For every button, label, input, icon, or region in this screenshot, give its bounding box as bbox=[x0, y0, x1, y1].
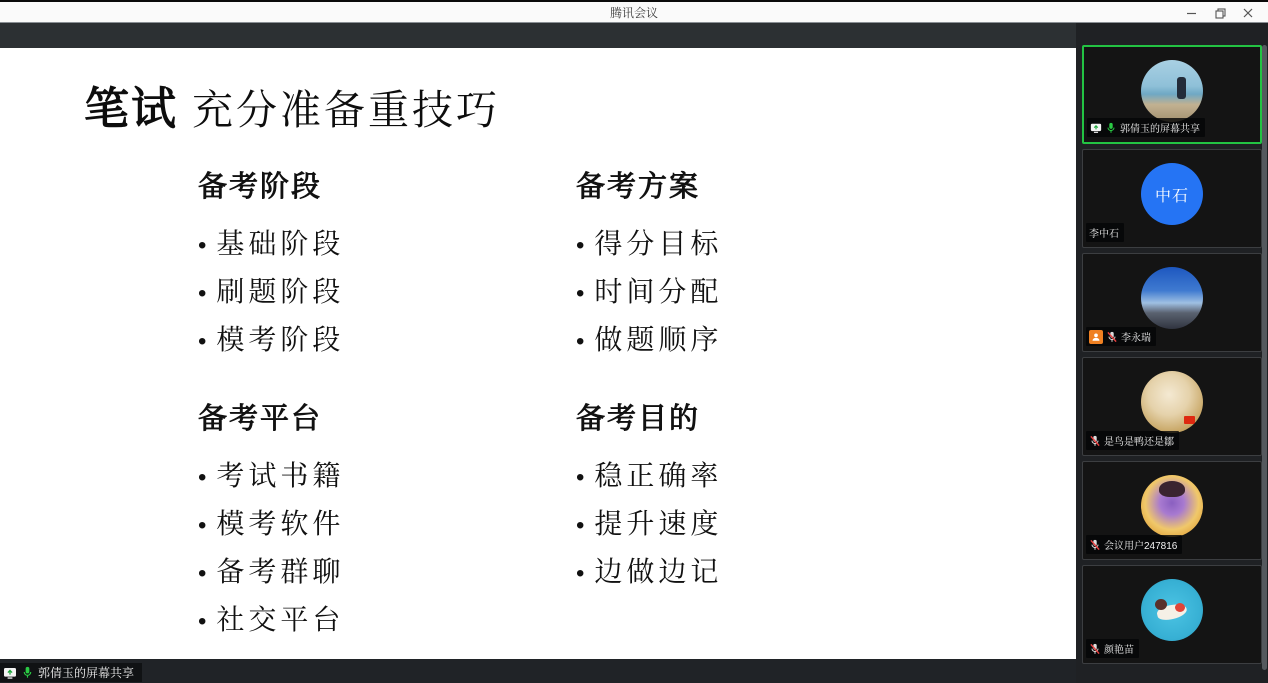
participant-name: 会议用户247816 bbox=[1104, 541, 1178, 552]
bullet-text: 边做边记 bbox=[594, 556, 723, 587]
bullet-item bbox=[198, 597, 344, 645]
bullet-marker: • bbox=[576, 464, 585, 491]
microphone-muted-icon bbox=[1089, 643, 1101, 655]
avatar: 中石 bbox=[1141, 163, 1203, 225]
section-header: 备考平台 bbox=[198, 403, 323, 435]
sidebar-scrollbar[interactable] bbox=[1262, 45, 1267, 670]
member-badge-icon bbox=[1089, 330, 1103, 344]
bullet-marker: • bbox=[198, 512, 207, 539]
restore-button[interactable] bbox=[1206, 4, 1234, 22]
bullet-marker: • bbox=[198, 608, 207, 635]
participant-name-tag bbox=[1086, 223, 1124, 242]
scrollbar-thumb[interactable] bbox=[1262, 45, 1267, 670]
close-icon bbox=[1243, 8, 1253, 18]
bullet-text: 得分目标 bbox=[594, 228, 723, 259]
slide-section-goals bbox=[576, 396, 722, 597]
screen-share-banner-label: 郭倩玉的屏幕共享 bbox=[38, 666, 135, 680]
minimize-button[interactable] bbox=[1178, 4, 1206, 22]
avatar bbox=[1141, 267, 1203, 329]
avatar bbox=[1141, 60, 1203, 122]
bullet-marker: • bbox=[576, 280, 585, 307]
bullet-item bbox=[576, 453, 722, 501]
section-header: 备考方案 bbox=[576, 171, 701, 203]
participant-name-tag bbox=[1087, 118, 1205, 137]
shared-screen-top-strip bbox=[0, 23, 1076, 48]
participant-tile-yanyanmiao[interactable] bbox=[1082, 565, 1262, 664]
participant-tile-lizhongshi[interactable] bbox=[1082, 149, 1262, 248]
microphone-on-icon bbox=[1105, 122, 1117, 134]
bullet-item bbox=[576, 269, 722, 317]
bullet-text: 备考群聊 bbox=[216, 556, 345, 587]
minimize-icon bbox=[1187, 8, 1197, 18]
bullet-item bbox=[198, 269, 344, 317]
avatar bbox=[1141, 475, 1203, 537]
participant-name-tag bbox=[1086, 535, 1182, 554]
bullet-marker: • bbox=[576, 560, 585, 587]
microphone-muted-icon bbox=[1106, 331, 1118, 343]
bullet-item bbox=[576, 501, 722, 549]
participant-name-tag bbox=[1086, 327, 1156, 346]
shared-screen-view bbox=[0, 23, 1076, 683]
microphone-muted-icon bbox=[1089, 435, 1101, 447]
bullet-text: 提升速度 bbox=[594, 508, 723, 539]
presentation-slide bbox=[0, 48, 1076, 659]
participant-name: 李永瑞 bbox=[1121, 333, 1151, 344]
avatar bbox=[1141, 579, 1203, 641]
participants-sidebar bbox=[1076, 23, 1268, 683]
slide-section-stages bbox=[198, 164, 344, 365]
bullet-item bbox=[198, 317, 344, 365]
screen-share-icon bbox=[3, 666, 17, 680]
bullet-text: 模考软件 bbox=[216, 508, 345, 539]
screen-share-banner bbox=[0, 663, 142, 682]
bullet-text: 考试书籍 bbox=[216, 460, 345, 491]
bullet-text: 刷题阶段 bbox=[216, 276, 345, 307]
bullet-item bbox=[576, 317, 722, 365]
bullet-item bbox=[198, 501, 344, 549]
bullet-marker: • bbox=[576, 512, 585, 539]
bullet-text: 模考阶段 bbox=[216, 324, 345, 355]
bullet-marker: • bbox=[198, 328, 207, 355]
window-controls bbox=[1178, 4, 1262, 22]
bullet-marker: • bbox=[576, 232, 585, 259]
slide-section-plan bbox=[576, 164, 722, 365]
bullet-item bbox=[198, 549, 344, 597]
participant-name: 颜艳苗 bbox=[1104, 645, 1134, 656]
participant-tile-meetinguser[interactable] bbox=[1082, 461, 1262, 560]
slide-title-text: 充分准备重技巧 bbox=[192, 87, 501, 133]
microphone-on-icon bbox=[21, 666, 34, 679]
bullet-text: 稳正确率 bbox=[594, 460, 723, 491]
participant-name-tag bbox=[1086, 431, 1179, 450]
shared-screen-bottom-strip bbox=[0, 659, 1076, 683]
bullet-text: 社交平台 bbox=[216, 604, 345, 635]
bullet-item bbox=[198, 221, 344, 269]
bullet-marker: • bbox=[576, 328, 585, 355]
microphone-muted-icon bbox=[1089, 539, 1101, 551]
bullet-text: 时间分配 bbox=[594, 276, 723, 307]
participant-name: 是鸟是鸭还是鄒 bbox=[1104, 437, 1174, 448]
bullet-item bbox=[198, 453, 344, 501]
slide-title bbox=[84, 72, 500, 137]
bullet-text: 做题顺序 bbox=[594, 324, 723, 355]
bullet-marker: • bbox=[198, 560, 207, 587]
bullet-marker: • bbox=[198, 232, 207, 259]
avatar bbox=[1141, 371, 1203, 433]
participant-name-tag bbox=[1086, 639, 1139, 658]
participant-name: 李中石 bbox=[1089, 229, 1119, 240]
section-header: 备考目的 bbox=[576, 403, 701, 435]
participant-tile-liyongrui[interactable] bbox=[1082, 253, 1262, 352]
bullet-text: 基础阶段 bbox=[216, 228, 345, 259]
participant-name: 郭倩玉的屏幕共享 bbox=[1120, 124, 1200, 135]
section-header: 备考阶段 bbox=[198, 171, 323, 203]
screen-share-icon bbox=[1090, 122, 1102, 134]
window-titlebar bbox=[0, 0, 1268, 23]
participant-tile-guoqianyu[interactable] bbox=[1082, 45, 1262, 144]
close-button[interactable] bbox=[1234, 4, 1262, 22]
bullet-marker: • bbox=[198, 280, 207, 307]
window-title: 腾讯会议 bbox=[609, 5, 658, 20]
bullet-item bbox=[576, 221, 722, 269]
participant-tile-dog[interactable] bbox=[1082, 357, 1262, 456]
restore-icon bbox=[1215, 8, 1226, 19]
slide-title-emphasis: 笔试 bbox=[84, 83, 179, 134]
bullet-item bbox=[576, 549, 722, 597]
slide-section-platforms bbox=[198, 396, 344, 645]
bullet-marker: • bbox=[198, 464, 207, 491]
